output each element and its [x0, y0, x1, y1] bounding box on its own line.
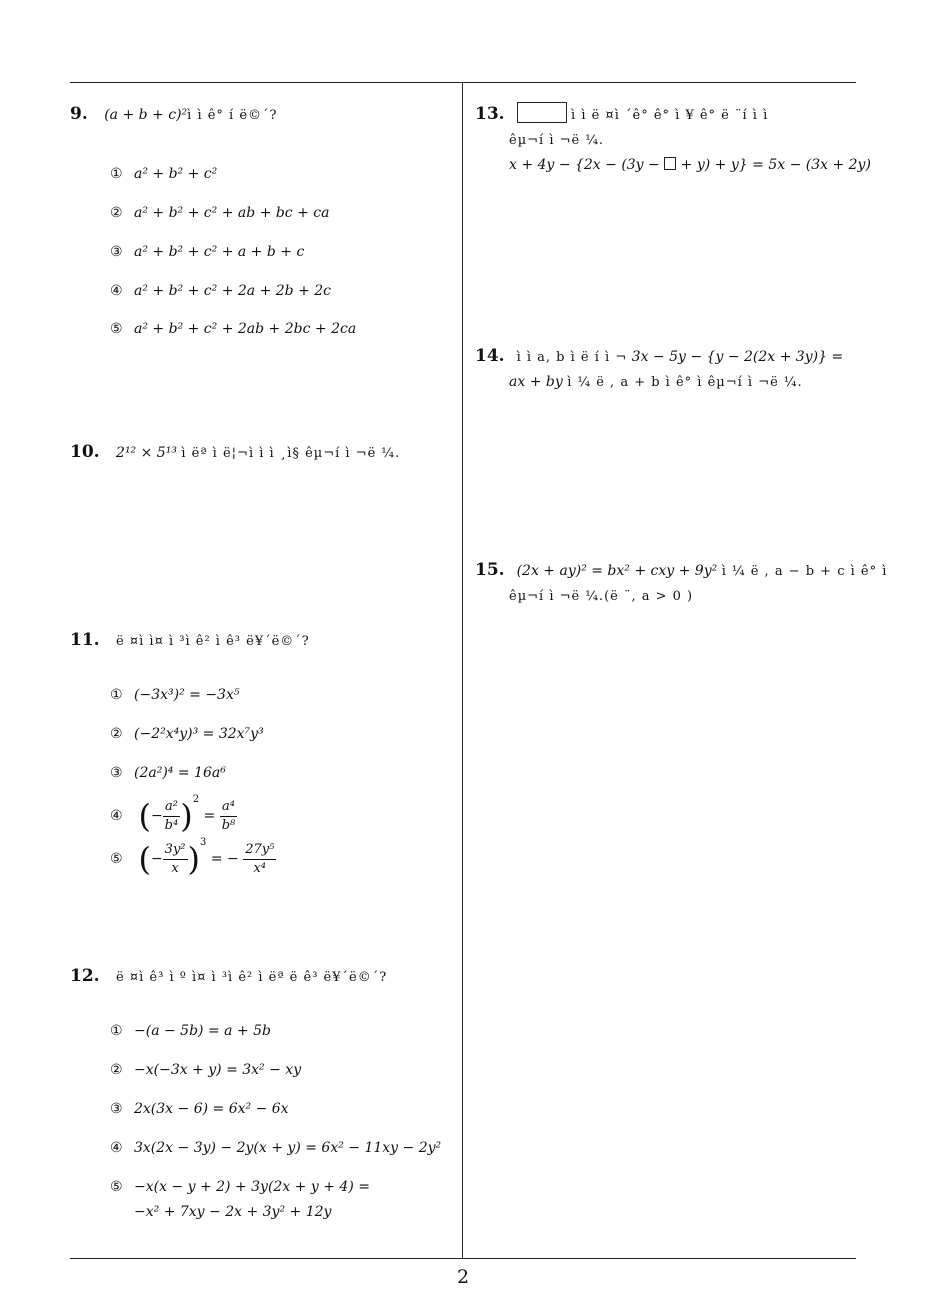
choice-text: (−2²x⁴y)³ = 32x⁷y³ — [134, 726, 264, 742]
stem-math: 3x − 5y − {y − 2(2x + 3y)} = — [631, 349, 844, 365]
fraction — [163, 798, 181, 835]
page-number: 2 — [456, 1266, 470, 1288]
stem-text: êµ¬í ì ¬ë ¼. — [509, 133, 605, 148]
question-13-line-2 — [475, 128, 860, 153]
choice-marker: ③ — [110, 765, 123, 781]
choice-3 — [110, 240, 304, 264]
question-number: 13. — [475, 104, 505, 124]
left-paren: ( — [138, 840, 151, 878]
choice-marker: ⑤ — [110, 321, 123, 337]
question-13 — [475, 102, 871, 177]
choice-4 — [110, 788, 237, 835]
question-13-line-1 — [475, 102, 860, 128]
equation-part: x + 4y − {2x − (3y − — [509, 157, 665, 173]
question-11 — [70, 628, 450, 878]
numerator: 3y² — [163, 841, 188, 860]
choice-marker: ② — [110, 1062, 123, 1078]
question-11-stem — [70, 628, 450, 654]
choice-5-continued — [134, 1200, 331, 1224]
choice-2 — [110, 722, 264, 746]
choice-text: a² + b² + c² + a + b + c — [134, 244, 305, 260]
question-13-equation — [475, 153, 871, 177]
equals-sign: = − — [210, 851, 239, 867]
question-14-line-1 — [475, 344, 860, 370]
numerator: a⁴ — [220, 798, 238, 817]
choice-1 — [110, 683, 239, 707]
choice-marker: ⑤ — [110, 851, 123, 867]
choice-marker: ⑤ — [110, 1179, 123, 1195]
choice-5 — [110, 1175, 370, 1199]
left-paren: ( — [138, 797, 151, 835]
numerator: a² — [163, 798, 181, 817]
question-10-stem — [70, 440, 450, 466]
choice-text: a² + b² + c² + 2a + 2b + 2c — [134, 283, 332, 299]
choice-3 — [110, 1097, 289, 1121]
choice-2 — [110, 201, 329, 225]
choice-text: a² + b² + c² — [134, 166, 218, 182]
stem-text: ë ¤ì ê³ ì º ì¤ ì ³ì ê² ì ëª ë ê³ ë¥´ë©´? — [116, 970, 388, 985]
choice-text: a² + b² + c² + ab + bc + ca — [134, 205, 330, 221]
stem-text: êµ¬í ì ¬ë ¼.(ë ¨, a > 0 ) — [509, 589, 694, 604]
choice-text: −x² + 7xy − 2x + 3y² + 12y — [134, 1204, 332, 1220]
fraction — [163, 841, 188, 878]
denominator: x⁴ — [253, 860, 267, 876]
minus-sign: − — [150, 808, 163, 824]
choice-text: (2a²)⁴ = 16a⁶ — [134, 765, 226, 781]
stem-text: ì ì ê° í ë©´? — [187, 108, 278, 123]
choice-text: 3x(2x − 3y) − 2y(x + y) = 6x² − 11xy − 2y² — [134, 1140, 442, 1156]
question-14 — [475, 344, 860, 395]
choice-marker: ① — [110, 166, 123, 182]
exponent: 2 — [192, 794, 200, 805]
choice-text: a² + b² + c² + 2ab + 2bc + 2ca — [134, 321, 357, 337]
top-rule — [70, 82, 856, 83]
equals-sign: = — [203, 808, 220, 824]
question-number: 10. — [70, 442, 100, 462]
choice-4 — [110, 1136, 441, 1160]
stem-math: 2¹² × 5¹³ — [116, 445, 177, 461]
denominator: x — [171, 860, 179, 876]
choice-text: 2x(3x − 6) = 6x² − 6x — [134, 1101, 289, 1117]
stem-text: ë ¤ì ì¤ ì ³ì ê² ì ê³ ë¥´ë©´? — [116, 634, 310, 649]
choice-marker: ③ — [110, 244, 123, 260]
choice-1 — [110, 162, 217, 186]
denominator: b⁴ — [164, 817, 179, 833]
question-number: 9. — [70, 104, 88, 124]
question-9-stem — [70, 102, 450, 128]
answer-blank-box — [517, 102, 567, 123]
small-blank-square — [664, 157, 676, 170]
choice-marker: ② — [110, 726, 123, 742]
question-14-line-2 — [475, 370, 860, 395]
stem-math: ax + by — [509, 374, 563, 390]
bottom-rule — [70, 1258, 856, 1259]
fraction — [243, 841, 276, 878]
question-15-line-2 — [475, 584, 860, 609]
stem-text: ì ¼ ë , a + b ì ê° ì êµ¬í ì ¬ë ¼. — [567, 375, 803, 390]
choice-text: −x(x − y + 2) + 3y(2x + y + 4) = — [134, 1179, 370, 1195]
choice-text: −x(−3x + y) = 3x² − xy — [134, 1062, 302, 1078]
choice-marker: ① — [110, 1023, 123, 1039]
question-15-line-1 — [475, 558, 888, 584]
right-paren: ) — [180, 797, 193, 835]
choice-3 — [110, 761, 226, 785]
question-number: 14. — [475, 346, 505, 366]
question-12 — [70, 964, 455, 1234]
stem-text: ì ëª ì ë¦¬ì ì ì ¸ì§ êµ¬í ì ¬ë ¼. — [181, 446, 401, 461]
choice-5 — [110, 317, 356, 341]
choice-4 — [110, 279, 331, 303]
stem-math: (a + b + c)² — [104, 107, 188, 123]
question-number: 15. — [475, 560, 505, 580]
question-15 — [475, 558, 888, 609]
stem-text: ì ì a, b ì ë í ì ¬ — [516, 350, 628, 365]
choice-text: −(a − 5b) = a + 5b — [134, 1023, 271, 1039]
choice-2 — [110, 1058, 301, 1082]
column-divider — [462, 82, 463, 1258]
right-paren: ) — [187, 840, 200, 878]
choice-marker: ④ — [110, 808, 123, 824]
choice-marker: ② — [110, 205, 123, 221]
stem-text: ì ì ë ¤ì ´ê° ê° ì ¥ ê° ë ¨í ì ì — [571, 108, 769, 123]
question-number: 11. — [70, 630, 100, 650]
choice-marker: ④ — [110, 1140, 123, 1156]
question-10 — [70, 440, 450, 466]
choice-marker: ① — [110, 687, 123, 703]
fraction — [220, 798, 238, 835]
denominator: b⁸ — [221, 817, 236, 833]
question-12-stem — [70, 964, 455, 990]
choice-5 — [110, 831, 276, 878]
minus-sign: − — [150, 851, 163, 867]
question-9 — [70, 102, 450, 342]
stem-text: ì ¼ ë , a − b + c ì ê° ì — [721, 564, 888, 579]
exponent: 3 — [199, 837, 207, 848]
question-number: 12. — [70, 966, 100, 986]
stem-math: (2x + ay)² = bx² + cxy + 9y² — [516, 563, 718, 579]
numerator: 27y⁵ — [243, 841, 276, 860]
choice-marker: ③ — [110, 1101, 123, 1117]
equation-part: + y) + y} = 5x − (3x + 2y) — [676, 157, 871, 173]
choice-1 — [110, 1019, 271, 1043]
choice-marker: ④ — [110, 283, 123, 299]
choice-text: (−3x³)² = −3x⁵ — [134, 687, 240, 703]
